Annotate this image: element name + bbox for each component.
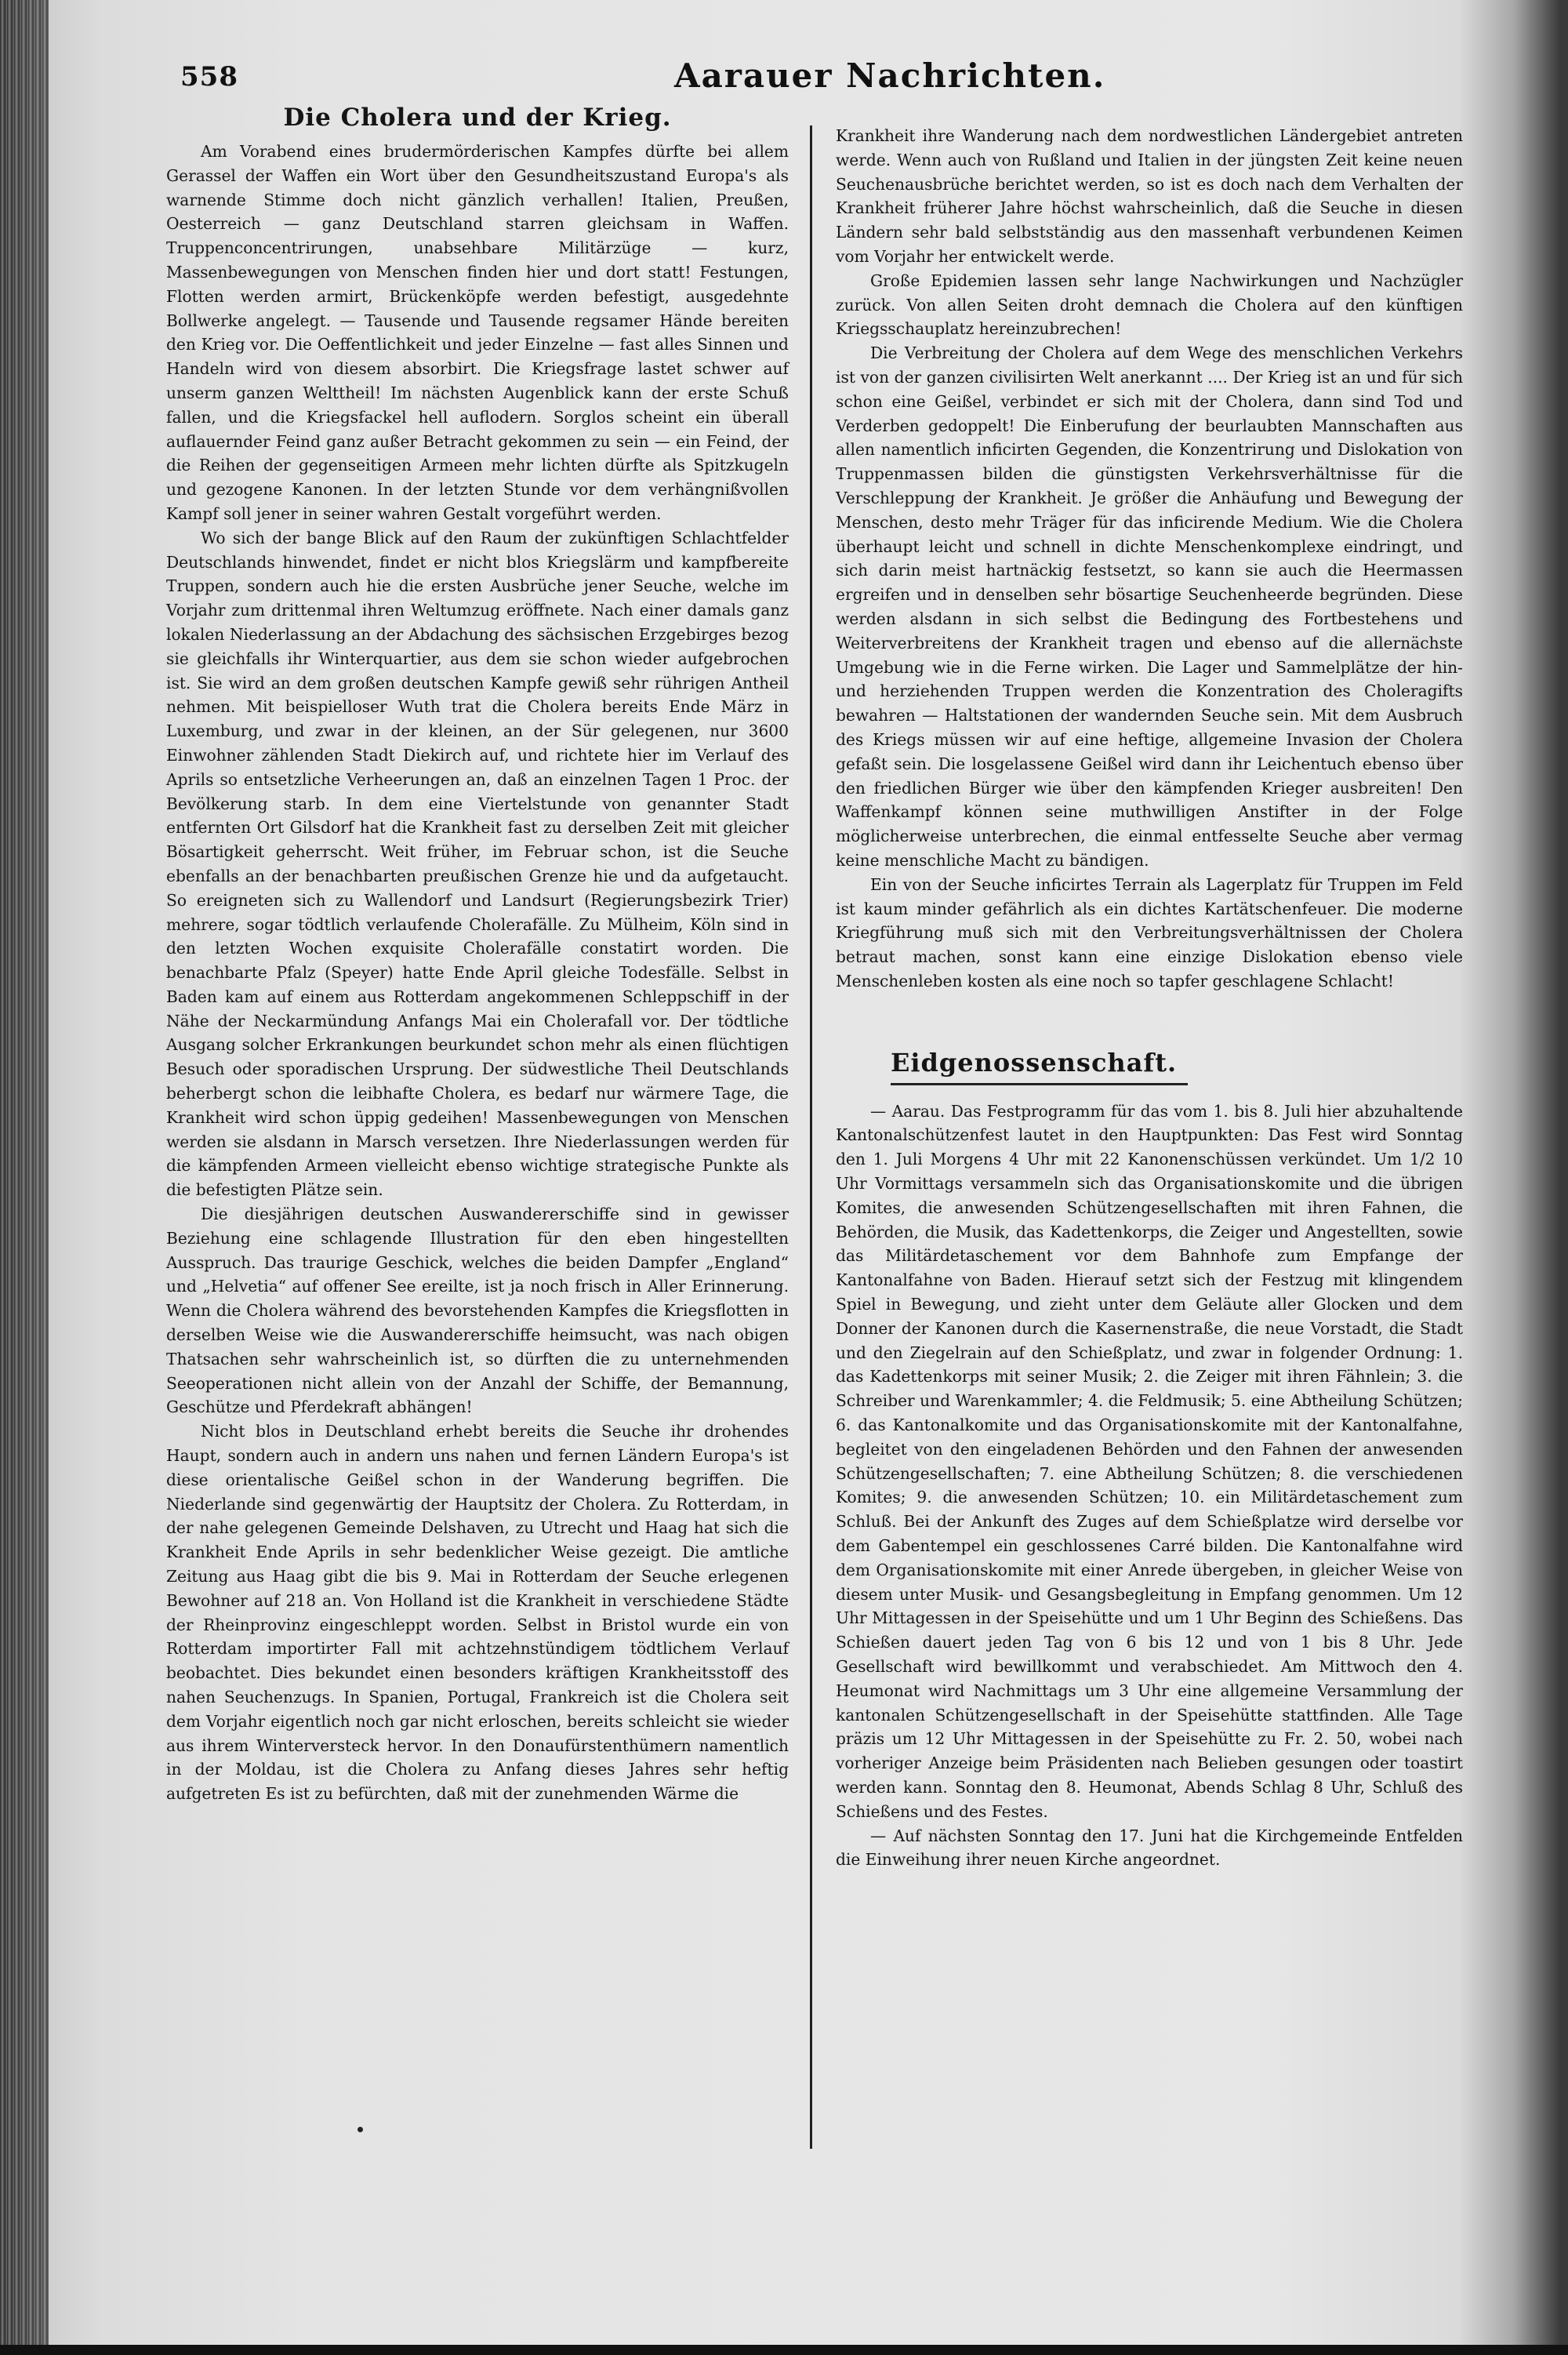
- page-stack-edge: [0, 0, 49, 2345]
- article-paragraph: Am Vorabend eines brudermörderischen Kampfes dürfte bei allem Gerassel der Waffen ein Wort über den Gesundheitszustand Europa's als warnende Stimme doch nicht gänzlich verhallen! Italien, Preußen, Oesterreich — ganz Deutschland starren gleichsam in Waffen. Truppenconcentrirungen, unabsehbare Militärzüge — kurz, Massenbewegungen von Menschen finden hier und dort statt! Festungen, Flotten werden armirt, Brückenköpfe werden befestigt, ausgedehnte Bollwerke angelegt. — Tausende und Tausende regsamer Hände bereiten den Krieg vor. Die Oeffentlichkeit und jeder Einzelne — fast alles Sinnen und Handeln wird von diesem absorbirt. Die Kriegsfrage lastet schwer auf unserm ganzen Welttheil! Im nächsten Augenblick kann der erste Schuß fallen, und die Kriegsfackel hell auflodern. Sorglos scheint ein überall auflauernder Feind ganz außer Betracht gekommen zu sein — ein Feind, der die Reihen der gegenseitigen Armeen mehr lichten dürfte als Spitzkugeln und gezogene Kanonen. In der letzten Stunde vor dem verhängnißvollen Kampf soll jener in seiner wahren Gestalt vorgeführt werden.: [166, 142, 789, 523]
- scan-bottom-border: [0, 2345, 1568, 2355]
- left-column: [166, 100, 789, 1806]
- page-header: [180, 55, 1435, 102]
- article-paragraph: Ein von der Seuche inficirtes Terrain als Lagerplatz für Truppen im Feld ist kaum minder gefährlich als ein dichtes Kartätschenfeuer. Die moderne Kriegführung muß sich mit den Verbreitungsverhältnissen der Cholera betraut machen, sonst kann eine einzige Dislokation ebenso viele Menschenleben kosten als eine noch so tapfer geschlagene Schlacht!: [836, 874, 1463, 990]
- right-column: [836, 124, 1463, 1872]
- article-continuation: Krankheit ihre Wanderung nach dem nordwestlichen Ländergebiet antreten werde. Wenn auch von Rußland und Italien in der jüngsten Zeit keine neuen Seuchenausbrüche berichtet werden, so ist es doch nach dem Verhalten der Krankheit früherer Jahre höchst wahrscheinlich, daß die Seuche in diesen Ländern sehr bald selbstständig aus den massenhaft verbundenen Keimen vom Vorjahr her entwickelt werde.: [836, 126, 1463, 266]
- article-paragraph: Große Epidemien lassen sehr lange Nachwirkungen und Nachzügler zurück. Von allen Seiten droht demnach die Cholera auf den künftigen Kriegsschauplatz hereinzubrechen!: [836, 271, 1463, 339]
- section-title: Eidgenossenschaft.: [891, 1045, 1188, 1085]
- ink-mark: [358, 2127, 363, 2132]
- article-paragraph: Die diesjährigen deutschen Auswandererschiffe sind in gewisser Beziehung eine schlagende Illustration für den eben hingestellten Ausspruch. Das traurige Geschick, welches die beiden Dampfer „England“ und „Helvetia“ auf offener See ereilte, ist ja noch frisch in Aller Erinnerung. Wenn die Cholera während des bevorstehenden Kampfes die Kriegsflotten in derselben Weise wie die Auswandererschiffe heimsucht, was nach obigen Thatsachen sehr wahrscheinlich ist, so dürften die zu unternehmenden Seeoperationen nicht allein von der Anzahl der Schiffe, der Bemannung, Geschütze und Pferdekraft abhängen!: [166, 1205, 789, 1417]
- newspaper-title: Aarauer Nachrichten.: [674, 56, 1106, 95]
- article-paragraph: Wo sich der bange Blick auf den Raum der zukünftigen Schlachtfelder Deutschlands hinwendet, findet er nicht blos Kriegslärm und kampfbereite Truppen, sondern auch hie die ersten Ausbrüche jener Seuche, welche im Vorjahr zum drittenmal ihren Weltumzug eröffnete. Nach einer damals ganz lokalen Niederlassung an der Abdachung des sächsischen Erzgebirges bezog sie gleichfalls ihr Winterquartier, aus dem sie schon wieder aufgebrochen ist. Sie wird an dem großen deutschen Kampfe gewiß sehr rührigen Antheil nehmen. Mit beispielloser Wuth trat die Cholera bereits Ende März in Luxemburg, und zwar in der kleinen, an der Sür gelegenen, nur 3600 Einwohner zählenden Stadt Diekirch auf, und richtete hier im Verlauf des Aprils so entsetzliche Verheerungen an, daß an einzelnen Tagen 1 Proc. der Bevölkerung starb. In dem eine Viertelstunde von genannter Stadt entfernten Ort Gilsdorf hat die Krankheit fast zu derselben Zeit mit gleicher Bösartigkeit geherrscht. Weit früher, im Februar schon, ist die Seuche ebenfalls an der benachbarten preußischen Grenze hie und da aufgetaucht. So ereigneten sich zu Wallendorf und Landsurt (Regierungsbezirk Trier) mehrere, sogar tödtlich verlaufende Cholerafälle. Zu Mülheim, Köln sind in den letzten Wochen exquisite Cholerafälle constatirt worden. Die benachbarte Pfalz (Speyer) hatte Ende April gleiche Todesfälle. Selbst in Baden kam auf einem aus Rotterdam angekommenen Schleppschiff in der Nähe der Neckarmündung Anfangs Mai ein Cholerafall vor. Der tödtliche Ausgang solcher Erkrankungen beurkundet schon mehr als einen flüchtigen Besuch oder sporadischen Ursprung. Der südwestliche Theil Deutschlands beherbergt schon die leibhafte Cholera, es bedarf nur wärmere Tage, die Krankheit wird schon üppig gedeihen! Massenbewegungen von Menschen werden sie alsdann in Marsch versetzen. Ihre Niederlassungen werden für die kämpfenden Armeen vielleicht ebenso wichtige strategische Punkte als die befestigten Plätze sein.: [166, 528, 789, 1200]
- news-item: — Aarau. Das Festprogramm für das vom 1. bis 8. Juli hier abzuhaltende Kantonalschützenfest lautet in den Hauptpunkten: Das Fest wird Sonntag den 1. Juli Morgens 4 Uhr mit 22 Kanonenschüssen verkündet. Um 1/2 10 Uhr Vormittags versammeln sich das Organisationskomite und die übrigen Komites, die anwesenden Schützengesellschaften mit ihren Fahnen, die Behörden, die Musik, das Kadettenkorps, die Zeiger und Angestellten, sowie das Militärdetaschement vor dem Bahnhofe zum Empfange der Kantonalfahne von Baden. Hierauf setzt sich der Festzug mit klingendem Spiel in Bewegung, und zieht unter dem Geläute aller Glocken und dem Donner der Kanonen durch die Kasernenstraße, die neue Vorstadt, die Stadt und den Ziegelrain auf den Schießplatz, und zwar in folgender Ordnung: 1. das Kadettenkorps mit seiner Musik; 2. die Zeiger mit ihren Fähnlein; 3. die Schreiber und Warenkammler; 4. die Feldmusik; 5. eine Abtheilung Schützen; 6. das Kantonalkomite und das Organisationskomite mit der Kantonalfahne, begleitet von den eingeladenen Behörden und den Fahnen der anwesenden Schützengesellschaften; 7. eine Abtheilung Schützen; 8. die verschiedenen Komites; 9. die anwesenden Schützen; 10. ein Militärdetaschement zum Schluß. Bei der Ankunft des Zuges auf dem Schießplatze wird derselbe vor dem Gabentempel ein geschlossenes Carré bilden. Die Kantonalfahne wird dem Organisationskomite mit einer Anrede übergeben, in gleicher Weise von diesem unter Musik- und Gesangsbegleitung in Empfang genommen. Um 12 Uhr Mittagessen in der Speisehütte und um 1 Uhr Beginn des Schießens. Das Schießen dauert jeden Tag von 6 bis 12 und von 1 bis 8 Uhr. Jede Gesellschaft wird bewillkommt und verabschiedet. Am Mittwoch den 4. Heumonat wird Nachmittags um 3 Uhr eine allgemeine Versammlung der kantonalen Schützengesellschaft in der Speisehütte stattfinden. Alle Tage präzis um 12 Uhr Mittagessen in der Speisehütte zu Fr. 2. 50, wobei nach vorheriger Anzeige beim Präsidenten nach Belieben gesungen oder toastirt werden kann. Sonntag den 8. Heumonat, Abends Schlag 8 Uhr, Schluß des Schießens und des Festes.: [836, 1101, 1463, 1821]
- article-paragraph: Die Verbreitung der Cholera auf dem Wege des menschlichen Verkehrs ist von der ganzen civilisirten Welt anerkannt .... Der Krieg ist an und für sich schon eine Geißel, verbindet er sich mit der Cholera, dann sind Tod und Verderben gedoppelt! Die Einberufung der beurlaubten Mannschaften aus allen namentlich inficirten Gegenden, die Konzentrirung und Dislokation von Truppenmassen bilden die günstigsten Verkehrsverhältnisse für die Verschleppung der Krankheit. Je größer die Anhäufung und Bewegung der Menschen, desto mehr Träger für das inficirende Medium. Wie die Cholera überhaupt leicht und schnell in dichte Menschenkomplexe eindringt, und sich darin meist hartnäckig festsetzt, so kann sie auch die Heermassen ergreifen und in denselben sehr bösartige Seuchenheerde begründen. Diese werden alsdann in sich selbst die Bedingung des Fortbestehens und Weiterverbreitens der Krankheit tragen und ebenso auf die allernächste Umgebung wie in die Ferne wirken. Die Lager und Sammelplätze der hin- und herziehenden Truppen werden die Konzentration des Choleragifts bewahren — Haltstationen der wandernden Seuche sein. Mit dem Ausbruch des Kriegs müssen wir auf eine heftige, allgemeine Invasion der Cholera gefaßt sein. Die losgelassene Geißel wird dann ihr Leichentuch ebenso über den friedlichen Bürger wie über den kämpfenden Krieger ausbreiten! Den Waffenkampf können seine muthwilligen Anstifter in der Folge möglicherweise unterbrechen, die einmal entfesselte Seuche aber vermag keine menschliche Macht zu bändigen.: [836, 343, 1463, 870]
- news-item: — Auf nächsten Sonntag den 17. Juni hat die Kirchgemeinde Entfelden die Einweihung ihrer neuen Kirche angeordnet.: [836, 1826, 1463, 1870]
- section-heading-wrap: [836, 994, 1463, 1099]
- column-divider: [810, 125, 812, 2149]
- page-number: 558: [180, 61, 238, 93]
- article-title: Die Cholera und der Krieg.: [283, 104, 672, 132]
- article-paragraph: Nicht blos in Deutschland erhebt bereits die Seuche ihr drohendes Haupt, sondern auch in andern uns nahen und fernen Ländern Europa's ist diese orientalische Geißel schon in der Wanderung begriffen. Die Niederlande sind gegenwärtig der Hauptsitz der Cholera. Zu Rotterdam, in der nahe gelegenen Gemeinde Delshaven, zu Utrecht und Haag hat sich die Krankheit Ende Aprils in sehr bedenklicher Weise gezeigt. Die amtliche Zeitung aus Haag gibt die bis 9. Mai in Rotterdam der Seuche erlegenen Bewohner auf 218 an. Von Holland ist die Krankheit in verschiedene Städte der Rheinprovinz eingeschleppt worden. Selbst in Bristol wurde ein von Rotterdam importirter Fall mit achtzehnstündigem tödtlichem Verlauf beobachtet. Dies bekundet einen besonders kräftigen Krankheitsstoff des nahen Seuchenzugs. In Spanien, Portugal, Frankreich ist die Cholera seit dem Vorjahr eigentlich noch gar nicht erloschen, bereits schleicht sie wieder aus ihrem Winterversteck hervor. In den Donaufürstenthümern namentlich in der Moldau, ist die Cholera zu Anfang dieses Jahres sehr heftig aufgetreten Es ist zu befürchten, daß mit der zunehmenden Wärme die: [166, 1422, 789, 1804]
